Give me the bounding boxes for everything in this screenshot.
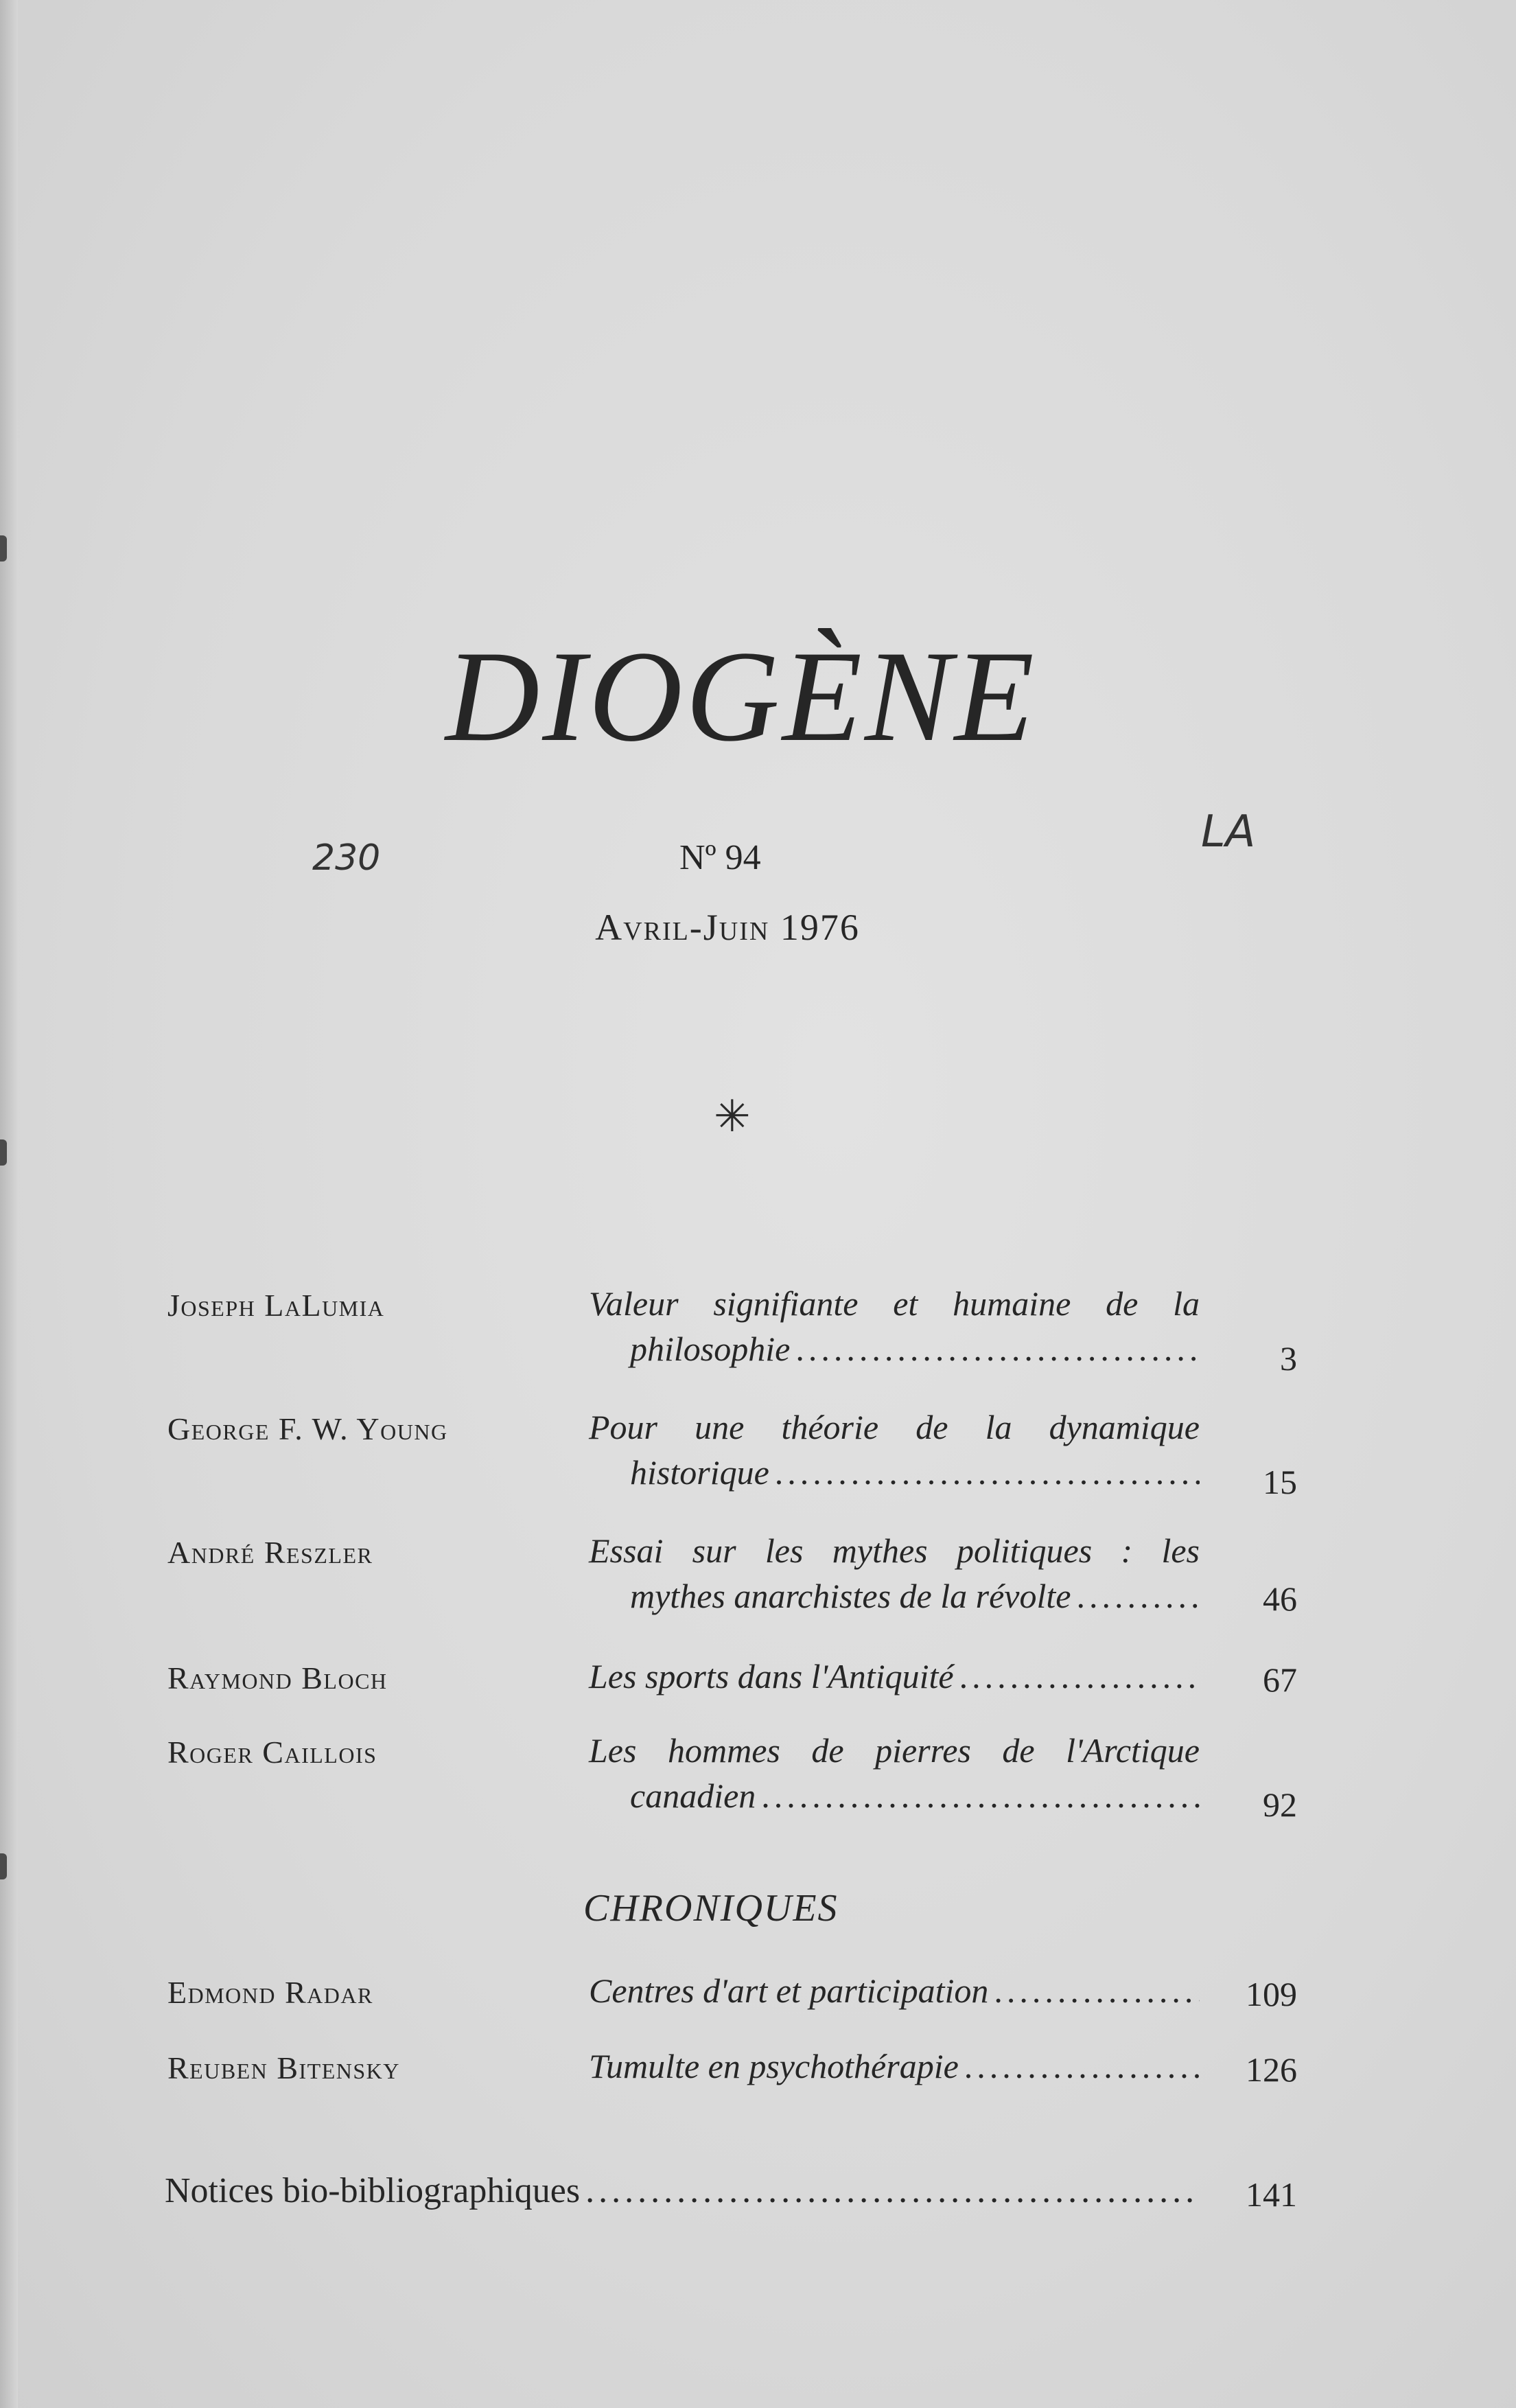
leader-dots <box>775 1450 1200 1495</box>
toc-author: Edmond Radar <box>167 1975 373 2010</box>
toc-page-number: 109 <box>1246 1975 1297 2013</box>
toc-page-number: 67 <box>1263 1660 1297 1699</box>
toc-entry-title <box>589 1968 1200 2013</box>
toc-page-number: 92 <box>1263 1785 1297 1824</box>
toc-title-line: Tumulte en psychothérapie <box>589 2047 959 2085</box>
section-heading-chroniques: CHRONIQUES <box>583 1887 839 1930</box>
toc-page-number: 141 <box>1246 2175 1297 2214</box>
leader-dots <box>964 2044 1200 2089</box>
toc-entry-title <box>589 1654 1200 1699</box>
toc-entry-title <box>589 1281 1200 1371</box>
toc-title-line: Essai sur les mythes politiques : les <box>589 1531 1200 1570</box>
toc-author: André Reszler <box>167 1535 373 1570</box>
toc-page-number: 46 <box>1263 1579 1297 1618</box>
issue-number: Nº 94 <box>679 838 761 877</box>
toc-author: George F. W. Young <box>167 1411 448 1446</box>
toc-entry-title <box>589 1528 1200 1619</box>
toc-title-line: mythes anarchistes de la révolte <box>630 1577 1071 1615</box>
toc-title-line: canadien <box>630 1776 756 1815</box>
leader-dots <box>994 1968 1200 2013</box>
binding-notch <box>0 1853 7 1879</box>
leader-dots <box>1076 1573 1200 1619</box>
binding-notch <box>0 1139 7 1166</box>
toc-title-line: Centres d'art et participation <box>589 1971 989 2010</box>
toc-title-line: Valeur signifiante et humaine de la <box>589 1284 1200 1323</box>
toc-title-line: philosophie <box>630 1330 791 1368</box>
toc-author: Joseph LaLumia <box>167 1288 385 1323</box>
toc-author: Roger Caillois <box>167 1735 377 1770</box>
toc-page-number: 15 <box>1263 1463 1297 1501</box>
leader-dots <box>795 1326 1200 1371</box>
toc-author: Raymond Bloch <box>167 1660 388 1695</box>
asterism-icon: ✳ <box>714 1091 751 1142</box>
toc-title-line: Les hommes de pierres de l'Arctique <box>589 1731 1200 1770</box>
leader-dots <box>959 1654 1200 1699</box>
notices-entry <box>165 2170 1194 2211</box>
page-left-edge <box>0 0 18 2408</box>
toc-author: Reuben Bitensky <box>167 2050 400 2085</box>
toc-title-line: historique <box>630 1453 769 1492</box>
notices-label: Notices bio-bibliographiques <box>165 2171 581 2210</box>
leader-dots <box>585 2170 1194 2211</box>
issue-date: Avril-Juin 1976 <box>595 907 860 948</box>
journal-title: DIOGÈNE <box>445 625 1037 769</box>
toc-entry-title <box>589 1404 1200 1495</box>
toc-title-line: Les sports dans l'Antiquité <box>589 1657 954 1695</box>
leader-dots <box>761 1773 1200 1818</box>
handwritten-note-left: 230 <box>312 837 381 879</box>
toc-page-number: 3 <box>1280 1339 1297 1378</box>
handwritten-note-right: LA <box>1201 807 1256 857</box>
toc-page-number: 126 <box>1246 2050 1297 2089</box>
toc-entry-title <box>589 1728 1200 1818</box>
binding-notch <box>0 535 7 562</box>
toc-entry-title <box>589 2044 1200 2089</box>
toc-title-line: Pour une théorie de la dynamique <box>589 1408 1200 1446</box>
